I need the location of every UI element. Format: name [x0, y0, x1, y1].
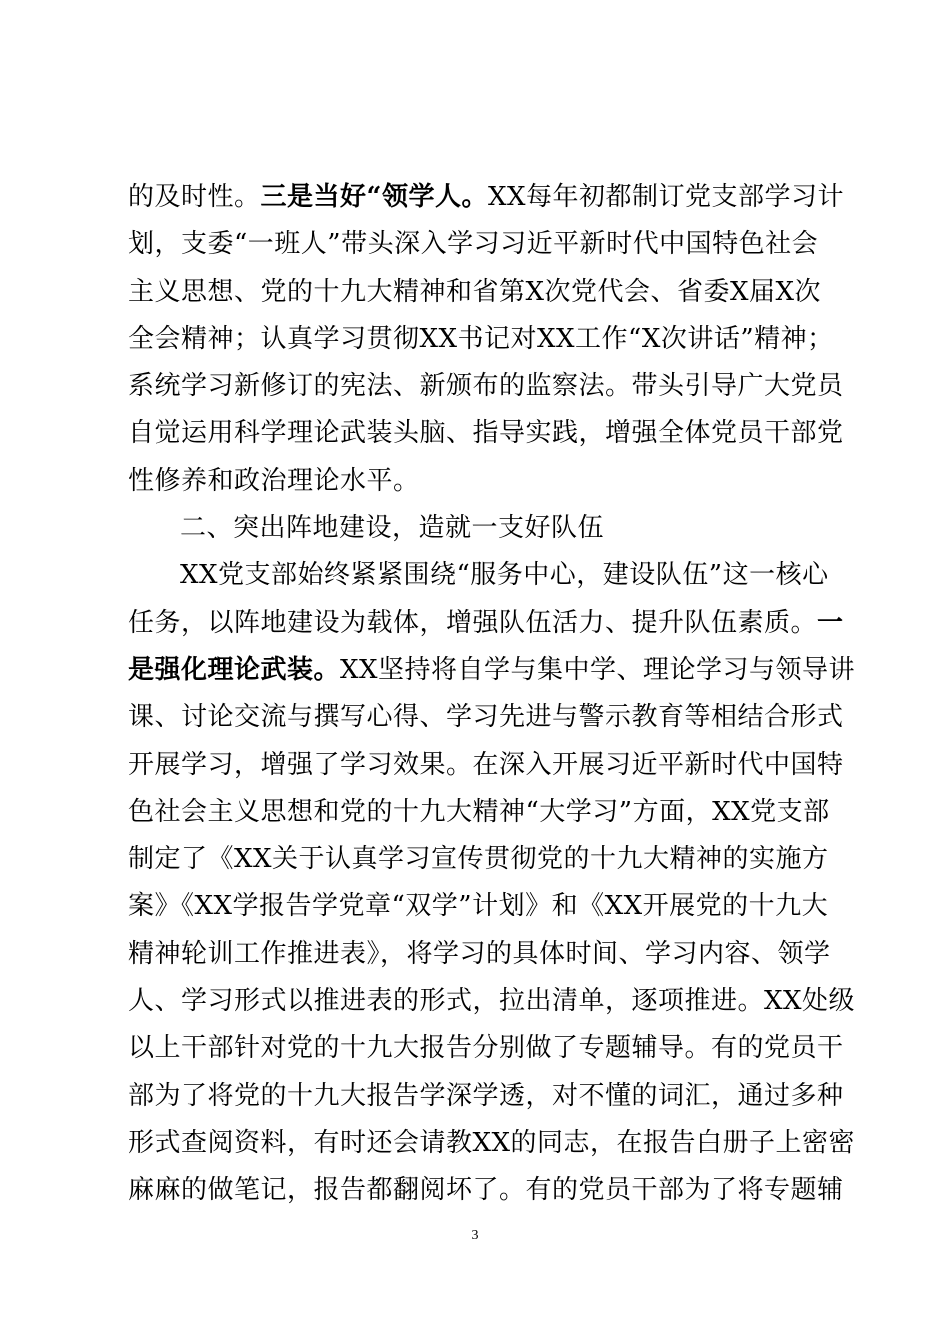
- text-line: [128, 600, 844, 647]
- text-segment: 任务，以阵地建设为载体，增强队伍活力、提升队伍素质。: [128, 607, 818, 638]
- text-line: [128, 410, 844, 457]
- text-segment: 形式查阅资料，有时还会请教XX的同志，在报告白册子上密密: [128, 1127, 856, 1158]
- text-segment: 全会精神；认真学习贯彻XX书记对XX工作“X次讲话”精神；: [128, 323, 834, 354]
- text-line: [128, 883, 833, 930]
- text-segment: 二、突出阵地建设，造就一支好队伍: [180, 513, 605, 544]
- text-segment: 性修养和政治理论水平。: [128, 465, 420, 496]
- text-segment: 的及时性。: [128, 182, 261, 212]
- text-segment: XX坚持将自学与集中学、理论学习与领导讲: [340, 654, 856, 685]
- text-line: [128, 836, 833, 883]
- text-segment: 课、讨论交流与撰写心得、学习先进与警示教育等相结合形式: [128, 702, 844, 733]
- text-segment: 划，支委“一班人”带头深入学习习近平新时代中国特色社会: [128, 229, 819, 260]
- text-line: [128, 552, 833, 599]
- text-line: [128, 458, 833, 505]
- text-segment: 色社会主义思想和党的十九大精神“大学习”方面，XX党支部: [128, 796, 830, 827]
- text-segment: 自觉运用科学理论武装头脑、指导实践，增强全体党员干部党: [128, 418, 844, 449]
- text-line: [128, 269, 833, 316]
- text-line: [128, 789, 833, 836]
- page-number: 3: [471, 1228, 479, 1243]
- text-line: [128, 1120, 856, 1167]
- bold-phrase: 三是当好“领学人。: [260, 182, 488, 212]
- text-segment: 部为了将党的十九大报告学深学透，对不懂的词汇，通过多种: [128, 1080, 844, 1111]
- text-segment: 精神轮训工作推进表》，将学习的具体时间、学习内容、领学: [128, 938, 831, 969]
- text-segment: 人、学习形式以推进表的形式，拉出清单，逐项推进。XX处级: [128, 986, 856, 1017]
- bold-phrase: 一: [817, 607, 844, 638]
- text-line: [128, 1073, 844, 1120]
- text-line: [128, 931, 833, 978]
- text-segment: 案》《XX学报告学党章“双学”计划》和《XX开展党的十九大: [128, 891, 829, 922]
- text-line: [128, 694, 844, 741]
- bold-phrase: 是强化理论武装。: [128, 654, 341, 685]
- body-text: [128, 174, 856, 1215]
- text-segment: 制定了《XX关于认真学习宣传贯彻党的十九大精神的实施方: [128, 844, 829, 875]
- text-segment: 麻麻的做笔记，报告都翻阅坏了。有的党员干部为了将专题辅: [128, 1175, 844, 1206]
- text-line: [128, 978, 856, 1025]
- text-line: [128, 647, 856, 694]
- text-segment: 系统学习新修订的宪法、新颁布的监察法。带头引导广大党员: [128, 371, 844, 402]
- text-line: [128, 1167, 844, 1214]
- text-segment: XX党支部始终紧紧围绕“服务中心，建设队伍”这一核心: [180, 560, 829, 591]
- text-line: [128, 505, 833, 552]
- text-segment: 开展学习，增强了学习效果。在深入开展习近平新时代中国特: [128, 749, 844, 780]
- text-line: [128, 174, 845, 221]
- text-line: [128, 1025, 844, 1072]
- text-line: [128, 316, 833, 363]
- text-segment: 以上干部针对党的十九大报告分别做了专题辅导。有的党员干: [128, 1033, 844, 1064]
- text-segment: XX每年初都制订党支部学习计: [487, 182, 845, 212]
- text-line: [128, 363, 844, 410]
- text-segment: 主义思想、党的十九大精神和省第X次党代会、省委X届X次: [128, 276, 822, 307]
- text-line: [128, 221, 833, 268]
- text-line: [128, 742, 844, 789]
